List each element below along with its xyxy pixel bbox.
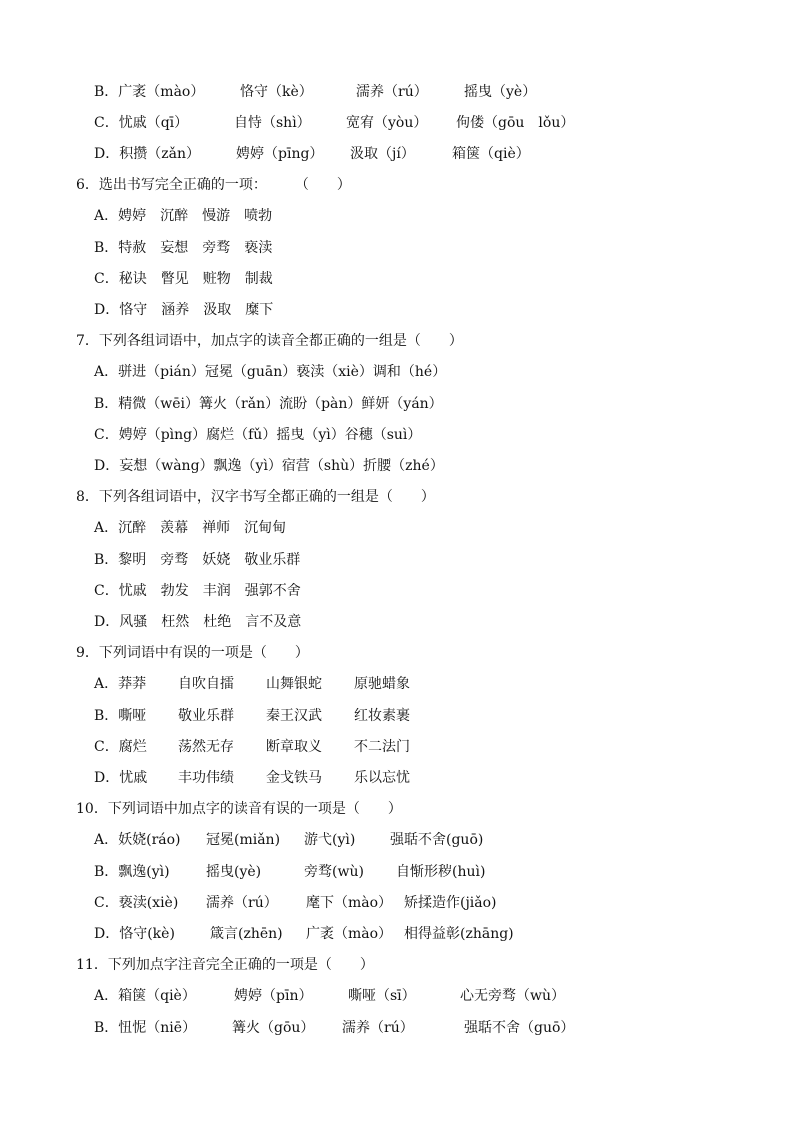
option-term: 摇曳（yè） (464, 84, 537, 100)
option-term: A．骈进（pián）冠冕（guān）亵渎（xiè）调和（hé） (94, 364, 447, 380)
option-term: 不二法门 (354, 739, 410, 755)
option-term: 恪守（kè） (240, 84, 313, 100)
option-term: 红妆素裹 (354, 708, 410, 724)
option-term: 佝偻（gōu lǒu） (456, 115, 575, 131)
option-term: D．恪守 涵养 汲取 糜下 (94, 302, 274, 318)
option-term: 冠冕(miǎn) (206, 832, 281, 848)
option-term: 秦王汉武 (266, 708, 322, 724)
option-term: 濡养（rú） (356, 84, 428, 100)
option-term: B．忸怩（niē） (94, 1020, 197, 1036)
option-term: C．娉婷（pìng）腐烂（fǔ）摇曳（yì）谷穗（suì） (94, 427, 422, 443)
option-term: 强聒不舍(guō) (390, 832, 484, 848)
option-term: 摇曳(yè) (206, 864, 262, 880)
option-term: D．恪守(kè) (94, 926, 175, 942)
option-term: B．飘逸(yì) (94, 864, 170, 880)
option-term: C．秘诀 瞥见 赃物 制裁 (94, 271, 273, 287)
option-term: A．娉婷 沉醉 慢游 喷勃 (94, 208, 273, 224)
option-term: A．妖娆(ráo) (94, 832, 181, 848)
option-term: 相得益彰(zhāng) (404, 926, 514, 942)
option-term: 山舞银蛇 (266, 676, 322, 692)
option-term: 自恃（shì） (234, 115, 311, 131)
option-term: 乐以忘忧 (354, 770, 410, 786)
option-term: 强聒不舍（guō） (464, 1020, 575, 1036)
option-term: 荡然无存 (178, 739, 234, 755)
option-term: 自吹自擂 (178, 676, 234, 692)
option-term: 娉婷（pīn） (234, 988, 313, 1004)
option-term: 敬业乐群 (178, 708, 234, 724)
option-term: A．箱箧（qiè） (94, 988, 196, 1004)
question-text: 6．选出书写完全正确的一项： （ ） (76, 177, 351, 193)
option-term: 箱箧（qiè） (452, 146, 530, 162)
option-term: A．莽莽 (94, 676, 147, 692)
option-term: 原驰蜡象 (354, 676, 410, 692)
option-term: 广袤（mào） (306, 926, 393, 942)
option-term: C．忧戚 勃发 丰润 强郭不舍 (94, 583, 301, 599)
option-term: C．腐烂 (94, 739, 147, 755)
option-term: 箴言(zhēn) (210, 926, 283, 942)
option-term: 嘶哑（sī） (348, 988, 416, 1004)
option-term: D．忧戚 (94, 770, 148, 786)
option-term: 矫揉造作(jiǎo) (404, 895, 497, 911)
option-term: D．妄想（wàng）飘逸（yì）宿营（shù）折腰（zhé） (94, 458, 444, 474)
option-term: B．精微（wēi）篝火（rǎn）流盼（pàn）鲜妍（yán） (94, 396, 443, 412)
option-term: 断章取义 (266, 739, 322, 755)
option-term: 金戈铁马 (266, 770, 322, 786)
option-term: D．积攒（zǎn） (94, 146, 200, 162)
option-term: C．忧戚（qī） (94, 115, 189, 131)
question-text: 10．下列词语中加点字的读音有误的一项是（ ） (76, 801, 402, 817)
option-term: 汲取（jí） (350, 146, 415, 162)
option-term: 麾下（mào） (306, 895, 393, 911)
question-text: 11．下列加点字注音完全正确的一项是（ ） (76, 957, 374, 973)
option-term: 游弋(yì) (304, 832, 356, 848)
option-term: 娉婷（pīng） (236, 146, 324, 162)
option-term: A．沉醉 羡幕 禅师 沉甸甸 (94, 520, 287, 536)
option-term: B．嘶哑 (94, 708, 147, 724)
option-term: 旁骛(wù) (304, 864, 364, 880)
question-text: 8．下列各组词语中，汉字书写全都正确的一组是（ ） (76, 489, 435, 505)
option-term: B．广袤（mào） (94, 84, 205, 100)
option-term: 篝火（gōu） (232, 1020, 315, 1036)
option-term: 濡养（rú） (206, 895, 278, 911)
option-term: 自惭形秽(huì) (396, 864, 486, 880)
option-term: B．特赦 妄想 旁骛 亵渎 (94, 240, 273, 256)
option-term: 心无旁骛（wù） (460, 988, 565, 1004)
option-term: B．黎明 旁骛 妖娆 敬业乐群 (94, 552, 301, 568)
option-term: 濡养（rú） (342, 1020, 414, 1036)
option-term: C．亵渎(xiè) (94, 895, 179, 911)
question-text: 9．下列词语中有误的一项是（ ） (76, 645, 309, 661)
option-term: D．风骚 枉然 杜绝 言不及意 (94, 614, 302, 630)
option-term: 丰功伟绩 (178, 770, 234, 786)
option-term: 宽宥（yòu） (346, 115, 428, 131)
question-text: 7．下列各组词语中，加点字的读音全都正确的一组是（ ） (76, 333, 463, 349)
